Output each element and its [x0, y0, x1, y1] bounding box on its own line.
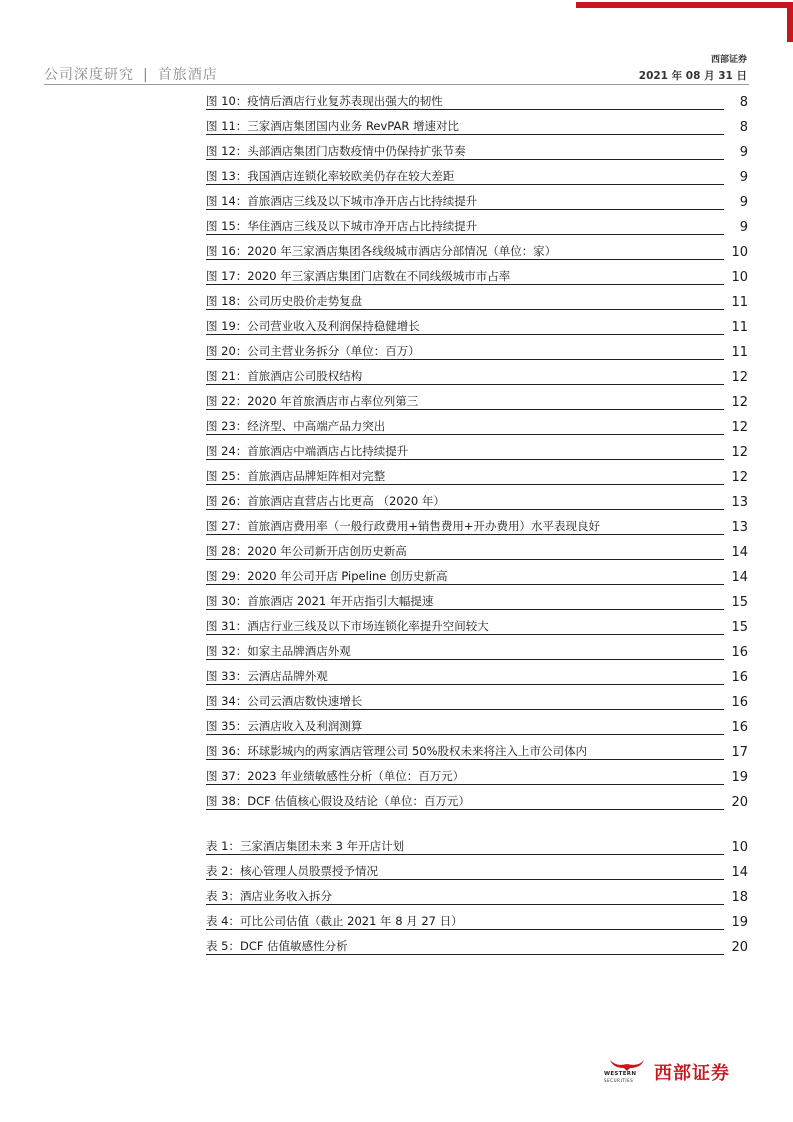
toc-entry-page: 12: [731, 420, 748, 435]
toc-entry[interactable]: [206, 638, 748, 663]
toc-entry-label: 图 17：2020 年三家酒店集团门店数在不同线级城市市占率: [206, 269, 511, 283]
toc-entry-label: 图 32：如家主品牌酒店外观: [206, 644, 351, 658]
toc-entry[interactable]: [206, 213, 748, 238]
toc-entry-page: 10: [731, 245, 748, 260]
toc-entry-page: 8: [739, 95, 748, 110]
toc-entry-page: 20: [731, 940, 748, 955]
leader-line: [206, 879, 724, 880]
toc-entry[interactable]: [206, 388, 748, 413]
toc-entry-label: 图 33：云酒店品牌外观: [206, 669, 328, 683]
leader-line: [206, 784, 724, 785]
leader-line: [206, 709, 724, 710]
leader-line: [206, 929, 724, 930]
toc-entry-page: 19: [731, 915, 748, 930]
toc-entry-page: 9: [739, 145, 748, 160]
toc-entry-label: 图 19：公司营业收入及利润保持稳健增长: [206, 319, 420, 333]
toc-entry[interactable]: [206, 858, 748, 883]
toc-entry-label: 图 21：首旅酒店公司股权结构: [206, 369, 363, 383]
toc-entry[interactable]: [206, 438, 748, 463]
toc-entry-label: 表 4：可比公司估值（截止 2021 年 8 月 27 日）: [206, 914, 463, 928]
leader-line: [206, 484, 724, 485]
leader-line: [206, 634, 724, 635]
leader-line: [206, 384, 724, 385]
toc-entry-label: 表 2：核心管理人员股票授予情况: [206, 864, 378, 878]
toc-entry[interactable]: [206, 688, 748, 713]
toc-entry-page: 16: [731, 720, 748, 735]
toc-entry[interactable]: [206, 463, 748, 488]
toc-entry[interactable]: [206, 138, 748, 163]
toc-entry-page: 12: [731, 395, 748, 410]
toc-entry-label: 图 14：首旅酒店三线及以下城市净开店占比持续提升: [206, 194, 478, 208]
toc-entry-page: 9: [739, 220, 748, 235]
toc-entry[interactable]: [206, 513, 748, 538]
leader-line: [206, 359, 724, 360]
leader-line: [206, 209, 724, 210]
toc-entry-page: 20: [731, 795, 748, 810]
toc-entry-label: 图 18：公司历史股价走势复盘: [206, 294, 363, 308]
leader-line: [206, 434, 724, 435]
toc-entry[interactable]: [206, 288, 748, 313]
toc-entry-label: 表 5：DCF 估值敏感性分析: [206, 939, 348, 953]
leader-line: [206, 659, 724, 660]
leader-line: [206, 134, 724, 135]
toc-entry-page: 11: [731, 320, 748, 335]
toc-entry[interactable]: [206, 908, 748, 933]
toc-entry-page: 18: [731, 890, 748, 905]
toc-entry-page: 15: [731, 595, 748, 610]
header-right: [639, 52, 747, 83]
toc-entry-label: 图 38：DCF 估值核心假设及结论（单位：百万元）: [206, 794, 470, 808]
toc-entry[interactable]: [206, 663, 748, 688]
toc-entry-page: 11: [731, 295, 748, 310]
toc-entry[interactable]: [206, 413, 748, 438]
leader-line: [206, 334, 724, 335]
leader-line: [206, 184, 724, 185]
toc-entry-label: 图 35：云酒店收入及利润测算: [206, 719, 363, 733]
toc-entry-label: 图 29：2020 年公司开店 Pipeline 创历史新高: [206, 569, 448, 583]
toc-entry[interactable]: [206, 738, 748, 763]
leader-line: [206, 234, 724, 235]
toc-entry-label: 图 30：首旅酒店 2021 年开店指引大幅提速: [206, 594, 434, 608]
toc-entry-page: 14: [731, 570, 748, 585]
toc-entry[interactable]: [206, 883, 748, 908]
leader-line: [206, 734, 724, 735]
toc-entry-label: 图 34：公司云酒店数快速增长: [206, 694, 363, 708]
toc-entry-label: 图 25：首旅酒店品牌矩阵相对完整: [206, 469, 386, 483]
leader-line: [206, 259, 724, 260]
toc-entry[interactable]: [206, 188, 748, 213]
toc-entry[interactable]: [206, 713, 748, 738]
toc-entry-page: 13: [731, 520, 748, 535]
toc-entry[interactable]: [206, 788, 748, 813]
toc-entry-label: 图 15：华住酒店三线及以下城市净开店占比持续提升: [206, 219, 478, 233]
toc-entry-page: 12: [731, 370, 748, 385]
header-separator: |: [143, 67, 149, 83]
toc-entry[interactable]: [206, 488, 748, 513]
toc-entry[interactable]: [206, 833, 748, 858]
toc-entry-label: 图 13：我国酒店连锁化率较欧美仍存在较大差距: [206, 169, 455, 183]
toc-entry[interactable]: [206, 763, 748, 788]
toc-entry[interactable]: [206, 88, 748, 113]
toc-entry[interactable]: [206, 338, 748, 363]
toc-entry[interactable]: [206, 363, 748, 388]
toc-entry-page: 19: [731, 770, 748, 785]
toc-entry-label: 图 26：首旅酒店直营店占比更高 （2020 年）: [206, 494, 445, 508]
toc-entry[interactable]: [206, 113, 748, 138]
toc-entry-page: 13: [731, 495, 748, 510]
toc-entry-label: 图 16：2020 年三家酒店集团各线级城市酒店分部情况（单位：家）: [206, 244, 557, 258]
toc-entry[interactable]: [206, 588, 748, 613]
toc-entry[interactable]: [206, 163, 748, 188]
header-left: [44, 64, 218, 84]
broker-name: 西部证券: [710, 55, 747, 65]
toc-entry[interactable]: [206, 238, 748, 263]
toc-entry-label: 表 3：酒店业务收入拆分: [206, 889, 332, 903]
corner-accent-top: [576, 2, 793, 8]
toc-entry-page: 16: [731, 695, 748, 710]
leader-line: [206, 409, 724, 410]
toc-entry-label: 图 11：三家酒店集团国内业务 RevPAR 增速对比: [206, 119, 460, 133]
logo-cn: 西部证券: [654, 1063, 730, 1084]
toc-entry[interactable]: [206, 263, 748, 288]
toc-entry-label: 图 28：2020 年公司新开店创历史新高: [206, 544, 407, 558]
leader-line: [206, 534, 724, 535]
report-date: 2021 年 08 月 31 日: [638, 70, 747, 82]
toc-entry-label: 图 27：首旅酒店费用率（一般行政费用+销售费用+开办费用）水平表现良好: [206, 519, 601, 533]
toc-entry-label: 图 22：2020 年首旅酒店市占率位列第三: [206, 394, 419, 408]
leader-line: [206, 954, 724, 955]
toc-entry-label: 图 36：环球影城内的两家酒店管理公司 50%股权未来将注入上市公司体内: [206, 744, 588, 758]
leader-line: [206, 759, 724, 760]
footer-logo: [604, 1057, 754, 1085]
toc-entry-page: 15: [731, 620, 748, 635]
toc-entry-page: 10: [731, 840, 748, 855]
toc-entry-page: 9: [739, 170, 748, 185]
leader-line: [206, 609, 724, 610]
toc-entry[interactable]: [206, 563, 748, 588]
toc-entry-page: 12: [731, 445, 748, 460]
toc-entry-page: 9: [739, 195, 748, 210]
corner-accent-right: [787, 2, 793, 42]
leader-line: [206, 684, 724, 685]
toc-entry[interactable]: [206, 933, 748, 958]
logo-en-1: WESTERN: [604, 1071, 637, 1077]
leader-line: [206, 284, 724, 285]
toc-entry-page: 16: [731, 670, 748, 685]
toc-entry-page: 14: [731, 545, 748, 560]
toc-entry-page: 14: [731, 865, 748, 880]
toc-entry-label: 图 23：经济型、中高端产品力突出: [206, 419, 386, 433]
leader-line: [206, 904, 724, 905]
toc-entry-label: 图 12：头部酒店集团门店数疫情中仍保持扩张节奏: [206, 144, 466, 158]
report-type: 公司深度研究: [44, 67, 134, 83]
table-list: [206, 833, 748, 958]
toc-entry-label: 图 24：首旅酒店中端酒店占比持续提升: [206, 444, 409, 458]
toc-entry[interactable]: [206, 613, 748, 638]
company-name: 首旅酒店: [157, 67, 218, 83]
leader-line: [206, 109, 724, 110]
leader-line: [206, 159, 724, 160]
toc-entry-label: 图 10：疫情后酒店行业复苏表现出强大的韧性: [206, 94, 443, 108]
header-divider: [44, 84, 749, 85]
leader-line: [206, 459, 724, 460]
toc-entry[interactable]: [206, 313, 748, 338]
toc-entry-label: 图 31：酒店行业三线及以下市场连锁化率提升空间较大: [206, 619, 489, 633]
toc-entry-label: 表 1：三家酒店集团未来 3 年开店计划: [206, 839, 405, 853]
toc-entry-page: 12: [731, 470, 748, 485]
figure-list: [206, 88, 748, 813]
leader-line: [206, 509, 724, 510]
toc-entry-page: 17: [731, 745, 748, 760]
leader-line: [206, 559, 724, 560]
leader-line: [206, 854, 724, 855]
logo-en-2: SECURITIES: [604, 1078, 634, 1083]
toc-entry-page: 11: [731, 345, 748, 360]
leader-line: [206, 809, 724, 810]
toc-entry-label: 图 20：公司主营业务拆分（单位：百万）: [206, 344, 420, 358]
toc-entry-page: 8: [739, 120, 748, 135]
toc-entry-label: 图 37：2023 年业绩敏感性分析（单位：百万元）: [206, 769, 465, 783]
leader-line: [206, 309, 724, 310]
toc-entry-page: 16: [731, 645, 748, 660]
leader-line: [206, 584, 724, 585]
toc-entry-page: 10: [731, 270, 748, 285]
toc-entry[interactable]: [206, 538, 748, 563]
